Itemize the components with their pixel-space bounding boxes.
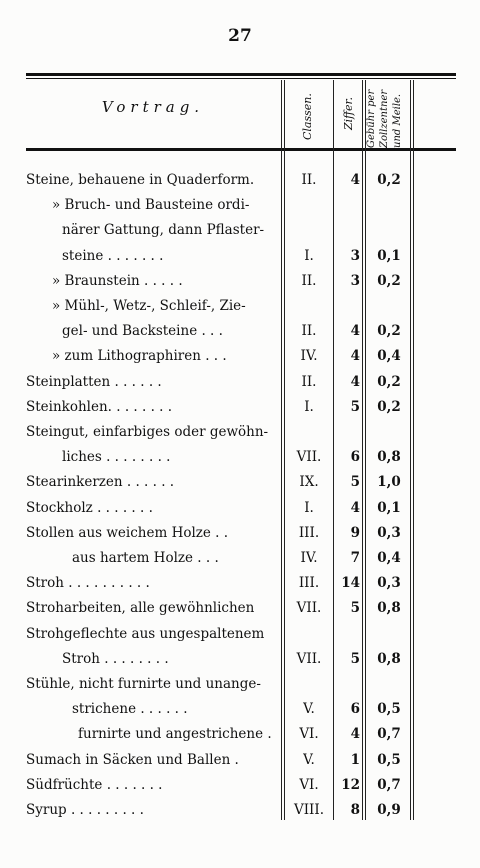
top-rule-thick: [26, 73, 456, 76]
header-gebuehr-3: und Meile.: [392, 93, 403, 148]
row-description: » Braunstein . . . . .: [52, 272, 183, 289]
row-fee: 0,5: [377, 701, 401, 718]
table-row: [0, 600, 480, 624]
row-class: II.: [301, 323, 317, 340]
row-description: Stroh . . . . . . . . . .: [26, 575, 150, 592]
table-row: [0, 449, 480, 473]
table-row: [0, 802, 480, 826]
row-fee: 0,2: [377, 172, 401, 188]
row-fee: 0,4: [377, 348, 401, 365]
row-fee: 0,7: [377, 776, 401, 793]
row-ziffer: 6: [350, 449, 360, 466]
row-description: närer Gattung, dann Pflaster-: [62, 222, 265, 239]
row-description: » Mühl-, Wetz-, Schleif-, Zie-: [52, 298, 246, 314]
row-fee: 0,3: [377, 524, 401, 541]
table-row: [0, 651, 480, 675]
table-row: [0, 752, 480, 776]
table-row: [0, 726, 480, 750]
header-gebuehr-1: Gebühr per: [366, 89, 377, 148]
row-class: II.: [301, 373, 317, 390]
row-description: Steine, behauene in Quaderform.: [26, 172, 255, 188]
row-ziffer: 3: [350, 247, 360, 264]
row-description: aus hartem Holze . . .: [72, 550, 219, 566]
table-row: [0, 575, 480, 599]
row-ziffer: 4: [350, 726, 360, 743]
row-fee: 0,5: [377, 751, 401, 768]
row-ziffer: 4: [350, 499, 360, 516]
row-class: VII.: [296, 449, 322, 466]
header-rule-thick: [26, 148, 456, 151]
table-row: [0, 676, 480, 700]
table-row: [0, 323, 480, 347]
row-class: II.: [301, 272, 317, 289]
header-ziffer: Ziffer.: [342, 96, 355, 130]
row-ziffer: 4: [350, 323, 360, 340]
header-vortrag: Vortrag.: [101, 98, 205, 116]
row-description: Stroh . . . . . . . .: [62, 650, 169, 667]
row-class: II.: [301, 172, 317, 188]
header-gebuehr-2: Zollzentner: [379, 89, 390, 148]
row-fee: 0,2: [377, 398, 401, 415]
row-fee: 0,9: [377, 802, 401, 818]
row-ziffer: 12: [341, 776, 360, 793]
row-description: Strohgeflechte aus ungespaltenem: [26, 625, 265, 642]
row-ziffer: 9: [350, 524, 360, 541]
row-description: Steinplatten . . . . . .: [26, 373, 162, 390]
row-class: VII.: [296, 600, 322, 617]
table-row: [0, 298, 480, 322]
row-fee: 0,8: [377, 600, 401, 617]
table-row: [0, 500, 480, 524]
table-row: [0, 172, 480, 196]
row-class: III.: [298, 524, 320, 541]
row-description: Stockholz . . . . . . .: [26, 499, 153, 516]
row-description: liches . . . . . . . .: [62, 449, 171, 466]
row-ziffer: 6: [350, 701, 360, 718]
row-class: I.: [304, 499, 314, 516]
row-fee: 0,8: [377, 650, 401, 667]
row-class: III.: [298, 575, 320, 592]
row-description: » zum Lithographiren . . .: [52, 348, 227, 365]
row-description: furnirte und angestrichene .: [78, 726, 272, 743]
table-row: [0, 474, 480, 498]
row-fee: 0,2: [377, 373, 401, 390]
row-fee: 0,1: [377, 499, 401, 516]
row-class: V.: [303, 701, 315, 718]
row-class: VI.: [299, 776, 319, 793]
row-description: Steingut, einfarbiges oder gewöhn-: [26, 424, 269, 440]
row-ziffer: 14: [341, 575, 360, 592]
row-description: Sumach in Säcken und Ballen .: [26, 751, 239, 768]
row-fee: 0,2: [377, 323, 401, 340]
row-ziffer: 1: [350, 751, 360, 768]
row-class: VII.: [296, 650, 322, 667]
row-ziffer: 4: [350, 373, 360, 390]
table-row: [0, 348, 480, 372]
row-ziffer: 5: [350, 650, 360, 667]
row-class: VI.: [299, 726, 319, 743]
row-class: IV.: [300, 550, 318, 566]
row-fee: 0,4: [377, 550, 401, 566]
row-description: Syrup . . . . . . . . .: [26, 802, 144, 818]
table-row: [0, 273, 480, 297]
row-description: gel- und Backsteine . . .: [62, 323, 223, 340]
row-class: IX.: [299, 474, 319, 491]
row-class: IV.: [300, 348, 318, 365]
row-fee: 1,0: [377, 474, 401, 491]
row-fee: 0,2: [377, 272, 401, 289]
table-row: [0, 222, 480, 246]
table-row: [0, 777, 480, 801]
row-class: I.: [304, 398, 314, 415]
table-row: [0, 248, 480, 272]
table-row: [0, 525, 480, 549]
row-description: strichene . . . . . .: [72, 701, 188, 718]
row-description: Stühle, nicht furnirte und unange-: [26, 676, 261, 692]
table-row: [0, 399, 480, 423]
table-row: [0, 626, 480, 650]
row-description: Stearinkerzen . . . . . .: [26, 474, 175, 491]
row-class: I.: [304, 247, 314, 264]
row-description: steine . . . . . . .: [62, 247, 164, 264]
row-fee: 0,3: [377, 575, 401, 592]
row-ziffer: 7: [350, 550, 360, 566]
header-classen: Classen.: [301, 93, 314, 140]
row-ziffer: 5: [350, 600, 360, 617]
row-description: Südfrüchte . . . . . . .: [26, 776, 163, 793]
row-ziffer: 5: [350, 474, 360, 491]
row-ziffer: 4: [350, 348, 360, 365]
top-rule-thin: [26, 78, 456, 79]
table-row: [0, 424, 480, 448]
row-description: Stollen aus weichem Holze . .: [26, 524, 229, 541]
table-row: [0, 374, 480, 398]
row-description: Stroharbeiten, alle gewöhnlichen: [26, 600, 255, 617]
row-description: Steinkohlen. . . . . . . .: [26, 398, 173, 415]
page-number: 27: [228, 26, 252, 46]
row-ziffer: 3: [350, 272, 360, 289]
row-description: » Bruch- und Bausteine ordi-: [52, 197, 250, 214]
table-row: [0, 197, 480, 221]
row-class: VIII.: [293, 802, 325, 818]
row-fee: 0,1: [377, 247, 401, 264]
row-fee: 0,8: [377, 449, 401, 466]
row-class: V.: [303, 751, 315, 768]
row-ziffer: 4: [350, 172, 360, 188]
table-row: [0, 701, 480, 725]
row-fee: 0,7: [377, 726, 401, 743]
table-row: [0, 550, 480, 574]
row-ziffer: 8: [350, 802, 360, 818]
row-ziffer: 5: [350, 398, 360, 415]
